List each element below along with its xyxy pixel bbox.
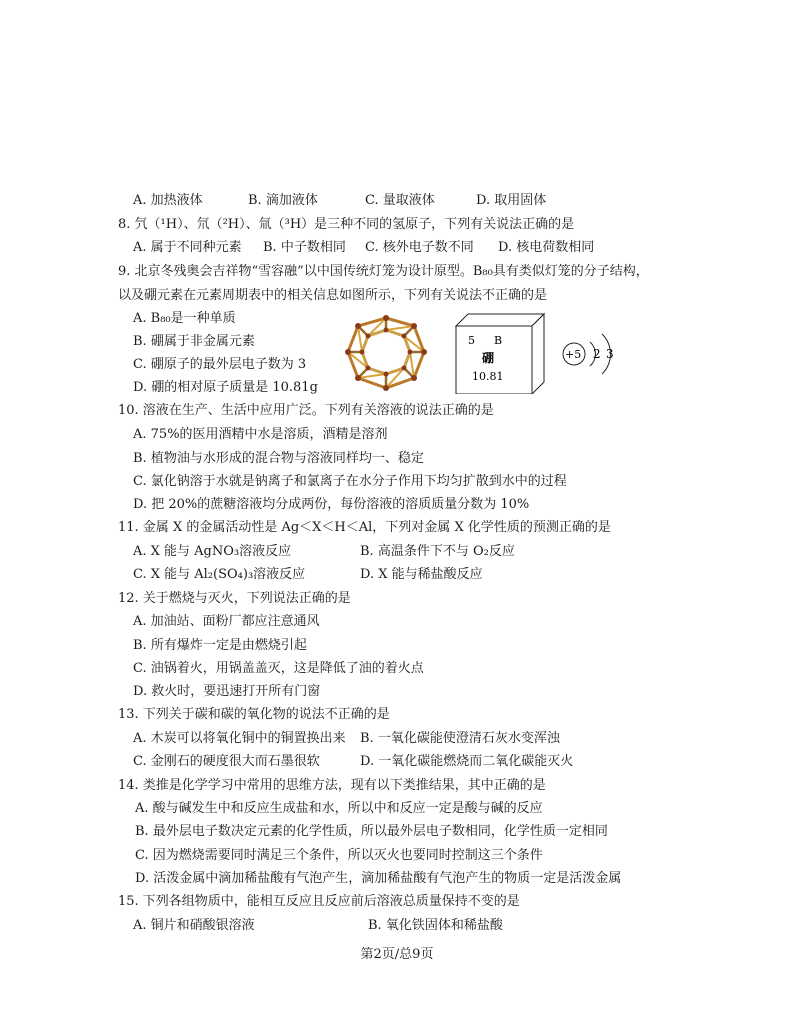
q15-option-a: A. 铜片和硝酸银溶液 <box>133 918 255 933</box>
q7-option-c: C. 量取液体 <box>365 193 435 208</box>
q10-stem: 10. 溶液在生产、生活中应用广泛。下列有关溶液的说法正确的是 <box>118 403 494 418</box>
q14-stem: 14. 类推是化学学习中常用的思维方法，现有以下类推结果，其中正确的是 <box>118 778 546 793</box>
q13-option-d: D. 一氧化碳能燃烧而二氧化碳能灭火 <box>360 754 574 769</box>
boron-element-box <box>456 314 544 394</box>
q14-option-b: B. 最外层电子数决定元素的化学性质，所以最外层电子数相同，化学性质一定相同 <box>135 824 608 839</box>
element-name: 硼 <box>482 351 495 365</box>
q15-option-b: B. 氧化铁固体和稀盐酸 <box>368 918 503 933</box>
q12-option-a: A. 加油站、面粉厂都应注意通风 <box>133 614 320 629</box>
q14-option-c: C. 因为燃烧需要同时满足三个条件，所以灭火也要同时控制这三个条件 <box>135 848 543 863</box>
element-symbol: B <box>494 334 503 347</box>
q9-figures-svg <box>344 312 634 394</box>
q10-option-b: B. 植物油与水形成的混合物与溶液同样均一、稳定 <box>133 451 424 466</box>
q8-stem: 8. 氕（¹H）、氘（²H）、氚（³H）是三种不同的氢原子，下列有关说法正确的是 <box>118 217 575 232</box>
q10-option-a: A. 75%的医用酒精中水是溶质，酒精是溶剂 <box>133 427 388 442</box>
atom-shell2-electrons: 3 <box>606 347 614 361</box>
q9-option-b: B. 硼属于非金属元素 <box>133 334 255 349</box>
q13-option-c: C. 金刚石的硬度很大而石墨很软 <box>133 754 320 769</box>
q15-stem: 15. 下列各组物质中，能相互反应且反应前后溶液总质量保持不变的是 <box>118 894 520 909</box>
q8-option-a: A. 属于不同种元素 <box>133 240 242 255</box>
q11-option-a: A. X 能与 AgNO₃溶液反应 <box>133 544 292 559</box>
q8-option-b: B. 中子数相同 <box>263 240 346 255</box>
q10-option-d: D. 把 20%的蔗糖溶液均分成两份，每份溶液的溶质质量分数为 10% <box>133 497 530 512</box>
q13-option-a: A. 木炭可以将氧化铜中的铜置换出来 <box>133 731 346 746</box>
q11-option-c: C. X 能与 Al₂(SO₄)₃溶液反应 <box>133 567 306 582</box>
q14-option-d: D. 活泼金属中滴加稀盐酸有气泡产生，滴加稀盐酸有气泡产生的物质一定是活泼金属 <box>135 871 622 886</box>
atom-shell1-electrons: 2 <box>593 347 601 361</box>
q7-option-a: A. 加热液体 <box>133 193 203 208</box>
q7-option-b: B. 滴加液体 <box>248 193 318 208</box>
page-footer: 第2页/总9页 <box>360 947 434 962</box>
q12-option-b: B. 所有爆炸一定是由燃烧引起 <box>133 638 307 653</box>
q9-stem-line1: 9. 北京冬残奥会吉祥物“雪容融”以中国传统灯笼为设计原型。B₈₀具有类似灯笼的分子结构， <box>118 264 649 279</box>
q13-stem: 13. 下列关于碳和碳的氧化物的说法不正确的是 <box>118 707 390 722</box>
element-atomic-number: 5 <box>468 334 475 347</box>
q13-option-b: B. 一氧化碳能使澄清石灰水变浑浊 <box>360 731 560 746</box>
q12-stem: 12. 关于燃烧与灭火，下列说法正确的是 <box>118 591 351 606</box>
q9-option-c: C. 硼原子的最外层电子数为 3 <box>133 357 307 372</box>
q11-option-d: D. X 能与稀盐酸反应 <box>360 567 483 582</box>
q8-option-c: C. 核外电子数不同 <box>365 240 474 255</box>
q11-option-b: B. 高温条件下不与 O₂反应 <box>360 544 515 559</box>
q12-option-d: D. 救火时，要迅速打开所有门窗 <box>133 684 321 699</box>
q9-figures <box>344 312 634 398</box>
q7-option-d: D. 取用固体 <box>476 193 547 208</box>
b80-molecule-image <box>344 312 428 392</box>
q9-stem-line2: 以及硼元素在元素周期表中的相关信息如图所示，下列有关说法不正确的是 <box>118 288 548 303</box>
q12-option-c: C. 油锅着火，用锅盖盖灭，这是降低了油的着火点 <box>133 661 424 676</box>
q10-option-c: C. 氯化钠溶于水就是钠离子和氯离子在水分子作用下均匀扩散到水中的过程 <box>133 474 567 489</box>
element-mass: 10.81 <box>472 370 504 383</box>
q11-stem: 11. 金属 X 的金属活动性是 Ag＜X＜H＜Al，下列对金属 X 化学性质的预测正确的是 <box>118 520 611 535</box>
boron-atom-structure-diagram <box>563 334 614 374</box>
atom-nucleus-charge: +5 <box>565 348 582 361</box>
q9-option-a: A. B₈₀是一种单质 <box>133 311 236 326</box>
q8-option-d: D. 核电荷数相同 <box>498 240 595 255</box>
q9-option-d: D. 硼的相对原子质量是 10.81g <box>133 380 318 395</box>
q14-option-a: A. 酸与碱发生中和反应生成盐和水，所以中和反应一定是酸与碱的反应 <box>135 801 543 816</box>
